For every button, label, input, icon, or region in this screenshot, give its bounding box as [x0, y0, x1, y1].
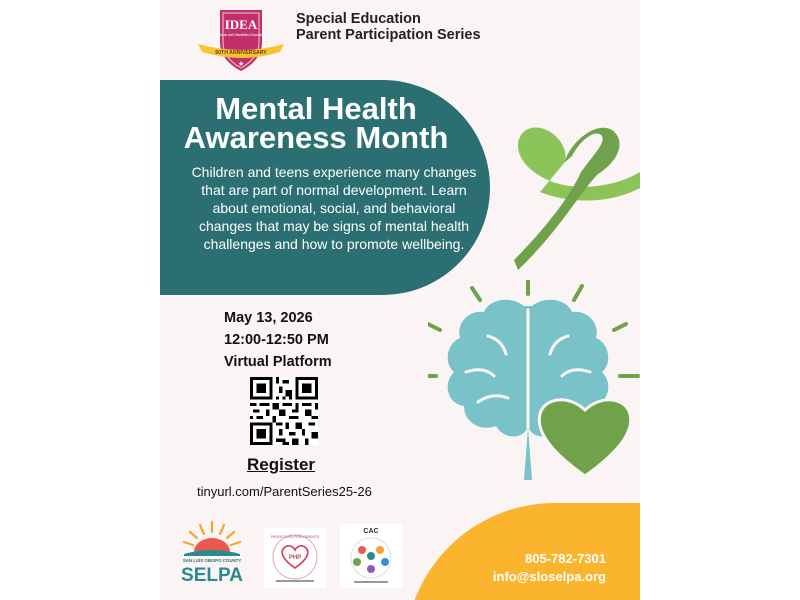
idea-logo	[196, 8, 286, 74]
register-link[interactable]: Register	[247, 455, 316, 474]
series-title	[296, 11, 481, 43]
qr-code[interactable]	[250, 377, 318, 445]
selpa-logo	[172, 518, 252, 586]
svg-text:CAC: CAC	[363, 528, 379, 535]
svg-text:PHP: PHP	[288, 555, 302, 561]
awareness-ribbon-icon	[510, 112, 640, 272]
series-title-line1: Special Education	[296, 11, 421, 27]
event-details	[224, 307, 332, 373]
page-title	[160, 91, 472, 155]
event-location: Virtual Platform	[224, 354, 332, 370]
flyer	[160, 0, 640, 600]
svg-text:50TH ANNIVERSARY: 50TH ANNIVERSARY	[215, 50, 267, 56]
series-title-line2: Parent Participation Series	[296, 27, 481, 43]
page-title-line1: Mental Health	[215, 91, 417, 126]
contact-email[interactable]: info@sloselpa.org	[492, 569, 606, 584]
svg-text:Individuals with Disabilities: Individuals with Disabilities Education Act	[211, 33, 271, 37]
svg-text:SELPA: SELPA	[181, 565, 243, 586]
brain-heart-icon	[428, 280, 640, 482]
event-date: May 13, 2026	[224, 310, 313, 326]
svg-text:IDEA: IDEA	[224, 17, 258, 32]
svg-text:★: ★	[237, 61, 245, 68]
page-title-line2: Awareness Month	[183, 120, 449, 155]
cac-logo	[340, 524, 402, 588]
contact-phone[interactable]: 805-782-7301	[525, 551, 606, 566]
php-logo	[264, 528, 326, 588]
svg-text:PARENTS HELPING PARENTS: PARENTS HELPING PARENTS	[270, 535, 320, 539]
svg-text:SAN LUIS OBISPO COUNTY: SAN LUIS OBISPO COUNTY	[182, 558, 242, 563]
contact-info	[460, 550, 606, 586]
event-time: 12:00-12:50 PM	[224, 332, 329, 348]
description: Children and teens experience many changes that are part of normal development. Learn about emotional, social, and behavioral changes that may be signs of mental health challenges and how to promote wellbeing.	[191, 164, 477, 252]
register-url[interactable]: tinyurl.com/ParentSeries25-26	[197, 484, 372, 499]
